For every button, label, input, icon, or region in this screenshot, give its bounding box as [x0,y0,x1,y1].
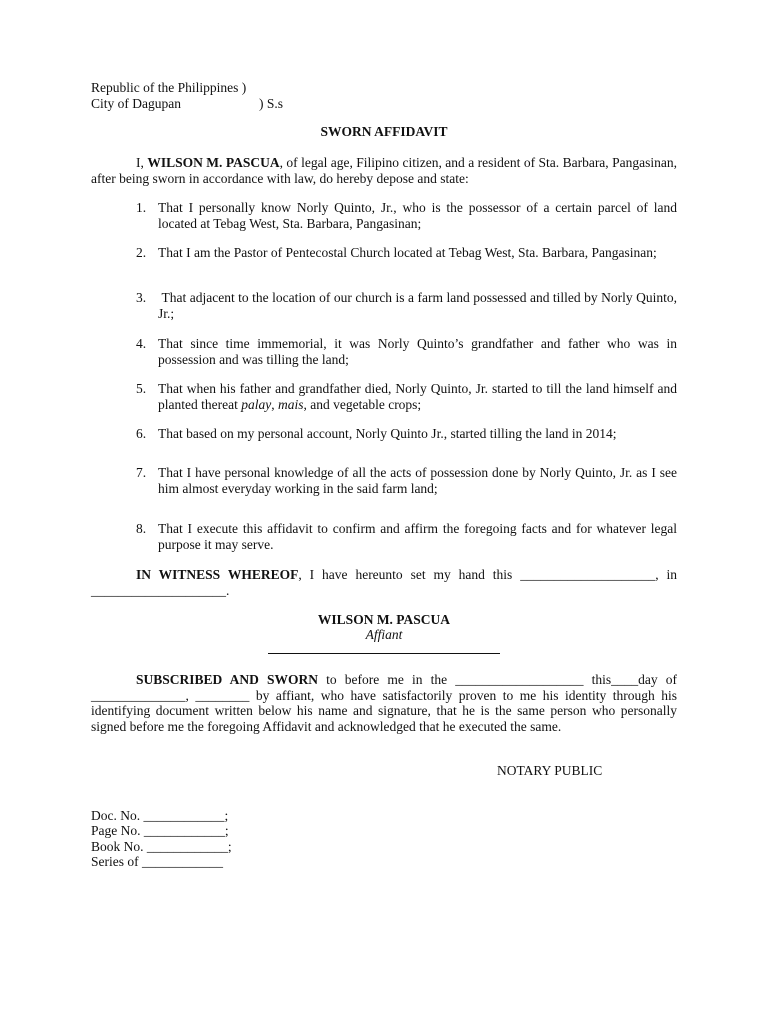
notary-public-label: NOTARY PUBLIC [497,763,603,778]
list-item-text: That I have personal knowledge of all the acts of possession done by Norly Quinto, Jr. as I see him almost everyday working in the said farm land; [158,465,677,496]
jurat-heading: SUBSCRIBED AND SWORN [136,672,319,687]
venue-line-city [91,96,391,112]
list-item-text: That I personally know Norly Quinto, Jr., who is the possessor of a certain parcel of land located at Tebag West, Sta. Barbara, Pangasinan; [158,200,677,231]
intro-prefix: I, [136,155,148,170]
list-item [136,381,677,412]
list-item [136,290,681,321]
venue-city: City of Dagupan [91,95,181,111]
intro-rest: , of legal age, Filipino citizen, and a resident of Sta. Barbara, Pangasinan, after being sworn in accordance with law, do hereby depose and state: [91,155,677,186]
notarial-register-block [91,808,391,869]
venue-block [91,80,391,111]
list-item [136,245,677,261]
witness-rest: , I have hereunto set my hand this ____________________, in ____________________. [91,567,677,598]
list-item [136,465,677,496]
list-item [136,336,677,367]
crop-palay: palay [241,396,272,412]
list-item-number: 8. [136,521,147,536]
list-item-text: That adjacent to the location of our church is a farm land possessed and tilled by Norly Quinto, Jr.; [158,290,681,321]
venue-line-republic: Republic of the Philippines ) [91,80,247,95]
jurat-paragraph [91,672,677,734]
list-item-number: 2. [136,245,147,260]
list-item [136,426,677,442]
series: Series of ____________ [91,853,223,869]
list-item-number: 1. [136,200,147,215]
list-item-text-part: , and vegetable crops; [303,396,422,412]
signatory-name: WILSON M. PASCUA [317,612,451,627]
list-item-text: That based on my personal account, Norly Quinto Jr., started tilling the land in 2014; [158,426,617,441]
list-item-text: That I am the Pastor of Pentecostal Church located at Tebag West, Sta. Barbara, Pangasinan; [158,245,657,260]
book-no: Book No. ____________; [91,838,232,854]
document-title: SWORN AFFIDAVIT [320,124,448,139]
jurat-rest: to before me in the ___________________ this____day of ______________, ________ by affiant, who have satisfactorily proven to me his identity through his identifying document written below his name and signature, that he is the same person who personally signed before me the foregoing Affidavit and acknowledged that he executed the same. [91,672,677,734]
list-item-number: 7. [136,465,147,480]
list-item-text: That I execute this affidavit to confirm and affirm the foregoing facts and for whatever legal purpose it may serve. [158,521,677,552]
list-item-number: 6. [136,426,147,441]
intro-paragraph [91,155,677,186]
page-no: Page No. ____________; [91,823,229,839]
list-item [136,200,677,231]
witness-paragraph [91,567,677,598]
list-item-number: 4. [136,336,147,351]
doc-no: Doc. No. ____________; [91,808,229,823]
affiant-name-inline: WILSON M. PASCUA [147,155,280,170]
list-item-number: 5. [136,381,147,396]
signatory-role: Affiant [365,627,403,642]
venue-ss: ) S.s [259,95,284,111]
list-item-number: 3. [136,290,147,305]
witness-heading: IN WITNESS WHEREOF [136,567,299,582]
list-item-text: That since time immemorial, it was Norly Quinto’s grandfather and father who was in possession and was tilling the land; [158,336,677,367]
list-item-text-part: That when his father and grandfather died, Norly Quinto, Jr. started to till the land himself and planted thereat [158,381,677,412]
signature-line [268,653,500,654]
list-item [136,521,677,552]
list-item-text [158,381,677,412]
crop-mais: mais [277,396,304,412]
list-item-text-part: , [271,396,278,412]
